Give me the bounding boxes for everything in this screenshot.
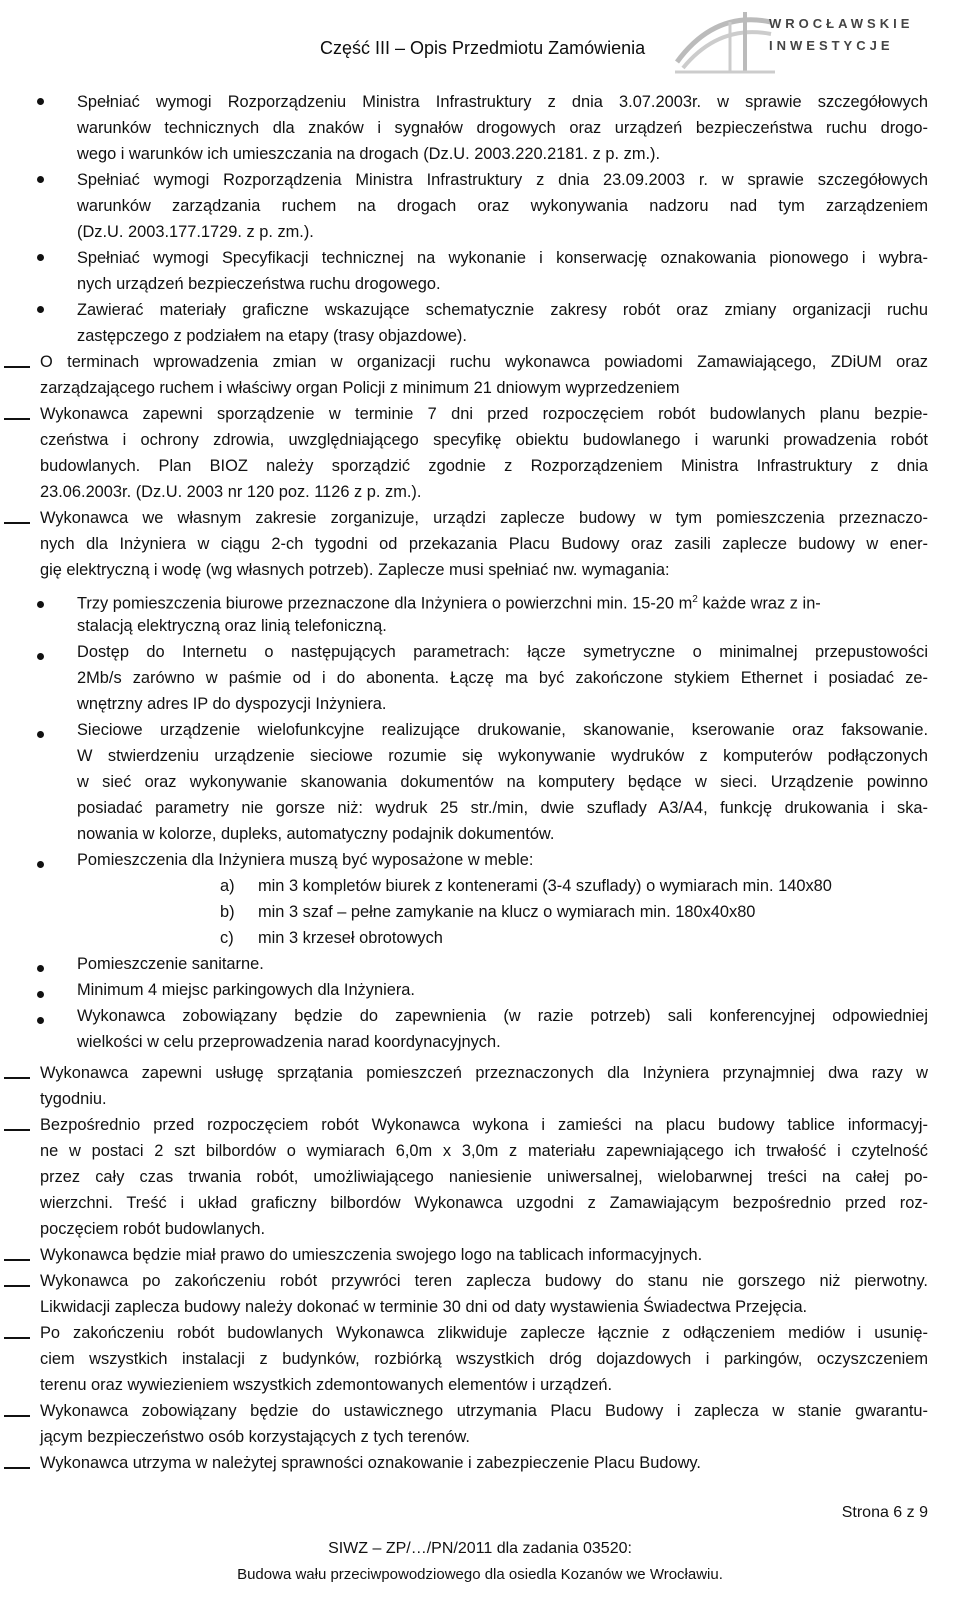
text-line: nowania w kolorze, dupleks, automatyczny podajnik dokumentów.: [77, 825, 555, 843]
text-line: Wykonawca po zakończeniu robót przywróci teren zaplecza budowy do stanu nie gorszego niż pierwotny.: [40, 1272, 928, 1290]
text-line: Spełniać wymogi Specyfikacji technicznej na wykonanie i konserwację oznakowania pionowego i wybra-: [77, 249, 928, 267]
text-line: [77, 590, 821, 613]
text-line: wego i warunków ich umieszczania na drogach (Dz.U. 2003.220.2181. z p. zm.).: [77, 145, 661, 163]
text-line: ne w postaci 2 szt bilbordów o wymiarach 6,0m x 3,0m z materiału zapewniającego ich trwałość i czytelność: [40, 1142, 928, 1160]
logo-text-line2: INWESTYCJE: [769, 38, 894, 53]
text-fragment: każde wraz z in-: [697, 594, 821, 613]
text-line: wnętrzny adres IP do dyspozycji Inżyniera.: [77, 695, 387, 713]
text-line: Wykonawca zobowiązany będzie do ustawicznego utrzymania Placu Budowy i zaplecza w stanie gwarantu-: [40, 1402, 928, 1420]
logo-text-line1: WROCŁAWSKIE: [769, 16, 914, 31]
text-line: Spełniać wymogi Rozporządzeniu Ministra Infrastruktury z dnia 3.07.2003r. w sprawie szczegółowych: [77, 93, 928, 111]
dash-icon: [4, 418, 30, 420]
dash-icon: [4, 1415, 30, 1417]
bullet-icon: [37, 1017, 44, 1024]
bullet-icon: [37, 653, 44, 660]
dash-icon: [4, 1337, 30, 1339]
text-line: Po zakończeniu robót budowlanych Wykonawca zlikwiduje zaplecze łącznie z odłączeniem mediów i usunię-: [40, 1324, 928, 1342]
text-line: W stwierdzeniu urządzenie sieciowe rozumie się wykonywanie wydruków z komputerów podłączonych: [77, 747, 928, 765]
text-line: b): [220, 903, 235, 921]
text-line: wierzchni. Treść i układ graficzny bilbordów Wykonawca uzgodni z Zamawiającym bezpośrednio przed roz-: [40, 1194, 928, 1212]
text-line: c): [220, 929, 234, 947]
text-line: gię elektryczną i wodę (wg własnych potrzeb). Zaplecze musi spełniać nw. wymagania:: [40, 561, 670, 579]
text-line: tygodniu.: [40, 1090, 107, 1108]
text-line: ciem wszystkich instalacji z budynków, rozbiórką wszystkich dróg dojazdowych i parkingów, oczyszczeniem: [40, 1350, 928, 1368]
text-line: Pomieszczenie sanitarne.: [77, 955, 264, 973]
text-line: Wykonawca zobowiązany będzie do zapewnienia (w razie potrzeb) sali konferencyjnej odpowiedniej: [77, 1007, 928, 1025]
text-line: 23.06.2003r. (Dz.U. 2003 nr 120 poz. 1126 z p. zm.).: [40, 483, 422, 501]
text-line: terenu oraz wywiezieniem wszystkich zdemontowanych elementów i urządzeń.: [40, 1376, 613, 1394]
bullet-icon: [37, 601, 44, 608]
text-line: budowlanych. Plan BIOZ należy sporządzić zgodnie z Rozporządzeniem Ministra Infrastruktury z dnia: [40, 457, 928, 475]
text-line: a): [220, 877, 235, 895]
bullet-icon: [37, 254, 44, 261]
text-line: zastępczego z podziałem na etapy (trasy objazdowe).: [77, 327, 467, 345]
bullet-icon: [37, 176, 44, 183]
bullet-icon: [37, 731, 44, 738]
text-line: Spełniać wymogi Rozporządzenia Ministra Infrastruktury z dnia 23.09.2003 r. w sprawie szczegółowych: [77, 171, 928, 189]
text-line: Wykonawca utrzyma w należytej sprawności oznakowanie i zabezpieczenie Placu Budowy.: [40, 1454, 701, 1472]
text-line: jącym bezpieczeństwo osób korzystających z tych terenów.: [40, 1428, 470, 1446]
text-line: posiadać parametry nie gorsze niż: wydruk 25 str./min, dwie szuflady A3/A4, funkcję drukowania i ska-: [77, 799, 928, 817]
bullet-icon: [37, 861, 44, 868]
footer-reference: SIWZ – ZP/…/PN/2011 dla zadania 03520:: [328, 1540, 632, 1557]
text-line: w sieć oraz wykonywanie skanowania dokumentów na komputery będące w sieci. Urządzenie powinno: [77, 773, 928, 791]
text-fragment: Trzy pomieszczenia biurowe przeznaczone dla Inżyniera o powierzchni min. 15-20 m: [77, 594, 693, 613]
text-line: Wykonawca zapewni sporządzenie w terminie 7 dni przed rozpoczęciem robót budowlanych planu bezpie-: [40, 405, 928, 423]
superscript: 2: [692, 594, 698, 605]
dash-icon: [4, 1129, 30, 1131]
text-line: Zawierać materiały graficzne wskazujące schematycznie zakresy robót oraz zmiany organizacji ruchu: [77, 301, 928, 319]
text-line: Likwidacji zaplecza budowy należy dokonać w terminie 30 dni od daty wystawienia Świadectwa Przejęcia.: [40, 1298, 808, 1316]
text-line: min 3 kompletów biurek z kontenerami (3-4 szuflady) o wymiarach min. 140x80: [258, 877, 832, 895]
dash-icon: [4, 1077, 30, 1079]
company-logo: [675, 2, 935, 78]
text-line: 2Mb/s zarówno w paśmie od i do abonenta. Łączę ma być zakończone stykiem Ethernet i posiadać ze-: [77, 669, 928, 687]
text-line: Wykonawca będzie miał prawo do umieszczenia swojego logo na tablicach informacyjnych.: [40, 1246, 703, 1264]
bullet-icon: [37, 98, 44, 105]
dash-icon: [4, 1285, 30, 1287]
text-line: warunków zarządzania ruchem na drogach oraz wykonywania nadzoru nad tym zarządzeniem: [77, 197, 928, 215]
bullet-icon: [37, 965, 44, 972]
dash-icon: [4, 522, 30, 524]
text-line: Minimum 4 miejsc parkingowych dla Inżyniera.: [77, 981, 415, 999]
dash-icon: [4, 1259, 30, 1261]
text-line: nych dla Inżyniera w ciągu 2-ch tygodni od przekazania Placu Budowy oraz zasili zaplecze budowy w ener-: [40, 535, 928, 553]
text-line: O terminach wprowadzenia zmian w organizacji ruchu wykonawca powiadomi Zamawiającego, ZDiUM oraz: [40, 353, 928, 371]
text-line: Sieciowe urządzenie wielofunkcyjne realizujące drukowanie, skanowanie, kserowanie oraz faksowanie.: [77, 721, 928, 739]
text-line: Wykonawca we własnym zakresie zorganizuje, urządzi zaplecze budowy w tym pomieszczenia przeznaczo-: [40, 509, 928, 527]
text-line: warunków technicznych dla znaków i sygnałów drogowych oraz urządzeń bezpieczeństwa ruchu drogo-: [77, 119, 928, 137]
text-line: poczęciem robót budowlanych.: [40, 1220, 266, 1238]
bullet-icon: [37, 306, 44, 313]
text-line: Pomieszczenia dla Inżyniera muszą być wyposażone w meble:: [77, 851, 534, 869]
text-line: Dostęp do Internetu o następujących parametrach: łącze symetryczne o minimalnej przepustowości: [77, 643, 928, 661]
text-line: czeństwa i ochrony zdrowia, uwzględniającego specyfikę obiektu budowlanego i warunki prowadzenia robót: [40, 431, 928, 449]
text-line: Bezpośrednio przed rozpoczęciem robót Wykonawca wykona i zamieści na placu budowy tablice informacyj-: [40, 1116, 928, 1134]
dash-icon: [4, 1467, 30, 1469]
text-line: przez cały czas trwania robót, umożliwiającego naniesienie uniwersalnej, wielobarwnej treści na całej po-: [40, 1168, 928, 1186]
page-number: Strona 6 z 9: [841, 1504, 928, 1521]
bullet-icon: [37, 991, 44, 998]
text-line: Wykonawca zapewni usługę sprzątania pomieszczeń przeznaczonych dla Inżyniera przynajmniej dwa razy w: [40, 1064, 928, 1082]
text-line: nych urządzeń bezpieczeństwa ruchu drogowego.: [77, 275, 441, 293]
bridge-logo-icon: [675, 2, 775, 78]
dash-icon: [4, 366, 30, 368]
text-line: min 3 krzeseł obrotowych: [258, 929, 443, 947]
header-title: Część III – Opis Przedmiotu Zamówienia: [320, 38, 646, 58]
footer-project-name: Budowa wału przeciwpowodziowego dla osiedla Kozanów we Wrocławiu.: [237, 1566, 723, 1583]
text-line: stalacją elektryczną oraz linią telefoniczną.: [77, 617, 387, 635]
text-line: (Dz.U. 2003.177.1729. z p. zm.).: [77, 223, 314, 241]
text-line: wielkości w celu przeprowadzenia narad koordynacyjnych.: [77, 1033, 501, 1051]
text-line: min 3 szaf – pełne zamykanie na klucz o wymiarach min. 180x40x80: [258, 903, 756, 921]
text-line: zarządzającego ruchem i właściwy organ Policji z minimum 21 dniowym wyprzedzeniem: [40, 379, 680, 397]
